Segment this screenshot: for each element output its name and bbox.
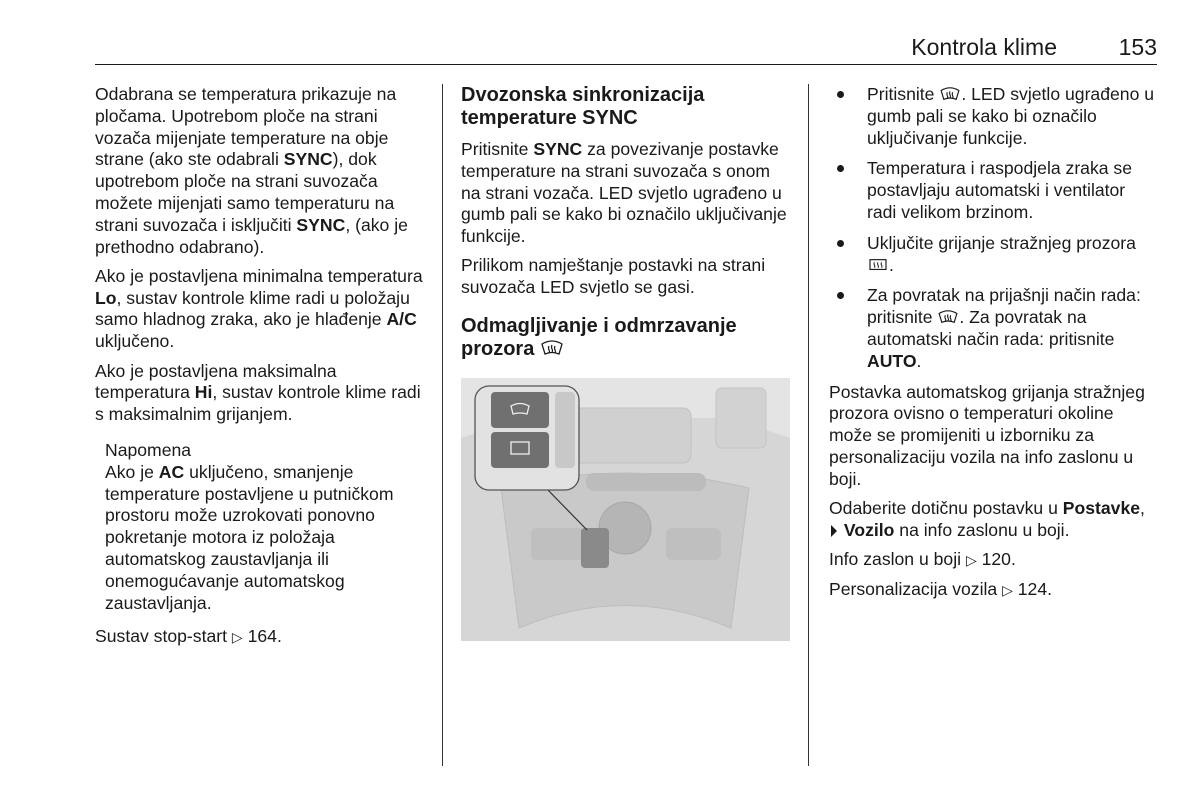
note-text: Ako je AC uključeno, smanjenje temperature postavljene u putničkom prostoru može uzrokovati ponovno pokretanje motora iz položaja automatskog zaustavljanja ili onemogućavanje automatskog zaustavljanja.: [105, 461, 394, 613]
cross-reference-personalization[interactable]: Personalizacija vozila ▷ 124.: [829, 579, 1053, 600]
column-divider-right: [808, 84, 809, 766]
page-title: Kontrola klime: [911, 34, 1057, 60]
note-box: [105, 440, 425, 614]
bullet-icon: [837, 165, 844, 172]
windscreen-defrost-icon: [540, 339, 564, 357]
heading-defrost: Odmagljivanje i odmrzavanje prozora: [461, 315, 737, 361]
note-heading: Napomena: [105, 439, 192, 460]
bullet-icon: [837, 292, 844, 299]
paragraph-settings-path: Odaberite dotičnu postavku u Postavke, Vozilo na info zaslonu u boji.: [829, 498, 1145, 540]
list-item: Pritisnite . LED svjetlo ugrađeno u gumb pali se kako bi označilo uključivanje funkcije.: [829, 84, 1159, 149]
climate-control-panel-photo: [461, 378, 790, 641]
paragraph-sync-led: Prilikom namještanje postavki na strani suvozača LED svjetlo se gasi.: [461, 255, 766, 298]
paragraph-sync: Pritisnite SYNC za povezivanje postavke temperature na strani suvozača s onom na strani vozača. LED svjetlo ugrađeno u gumb pali se kako bi označilo uključivanje funkcije.: [461, 139, 787, 247]
bullet-icon: [837, 240, 844, 247]
reference-arrow-icon: ▷: [231, 629, 243, 646]
page-number: 153: [1118, 34, 1157, 60]
menu-arrow-icon: [829, 524, 839, 538]
list-item: Temperatura i raspodjela zraka se postavljaju automatski i ventilator radi velikom brzinom.: [829, 158, 1159, 223]
reference-arrow-icon: ▷: [1002, 582, 1013, 599]
list-item: Uključite grijanje stražnjeg prozora .: [829, 233, 1159, 277]
paragraph-max-temperature: Ako je postavljena maksimalna temperatura Hi, sustav kontrole klime radi s maksimalnim grijanjem.: [95, 360, 421, 425]
heading-sync: Dvozonska sinkronizacija temperature SYNC: [461, 84, 705, 129]
page-header: [95, 30, 1157, 64]
column-1: [95, 84, 425, 657]
reference-arrow-icon: ▷: [965, 552, 977, 569]
paragraph-auto-rear-heating: Postavka automatskog grijanja stražnjeg prozora ovisno o temperaturi okoline može se promijeniti u izborniku za personalizaciju vozila na info zaslonu u boji.: [829, 381, 1145, 489]
cross-reference-info-display[interactable]: Info zaslon u boji ▷ 120.: [829, 549, 1016, 570]
column-2: [461, 84, 793, 647]
paragraph-min-temperature: Ako je postavljena minimalna temperatura Lo, sustav kontrole klime radi u položaju samo hladnog zraka, ako je hlađenje A/C uključeno.: [95, 265, 423, 352]
list-item: Za povratak na prijašnji način rada: pritisnite . Za povratak na automatski način rada: pritisnite AUTO.: [829, 285, 1159, 372]
paragraph-display-temperature: Odabrana se temperatura prikazuje na pločama. Upotrebom ploče na strani vozača mijenjate temperature na obje strane (ako ste odabrali SYNC), dok upotrebom ploče na strani suvozača možete mijenjati samo temperaturu na strani suvozača i isključiti SYNC, (ako je prethodno odabrano).: [95, 84, 408, 257]
windscreen-defrost-icon: [939, 86, 961, 102]
header-rule: [95, 64, 1157, 65]
cross-reference-stop-start[interactable]: Sustav stop-start ▷ 164.: [95, 626, 282, 647]
column-3: [829, 84, 1159, 610]
windscreen-defrost-icon: [937, 309, 959, 325]
rear-window-heating-icon: [867, 257, 889, 273]
instruction-list: [829, 84, 1159, 373]
column-divider-left: [442, 84, 443, 766]
bullet-icon: [837, 91, 844, 98]
